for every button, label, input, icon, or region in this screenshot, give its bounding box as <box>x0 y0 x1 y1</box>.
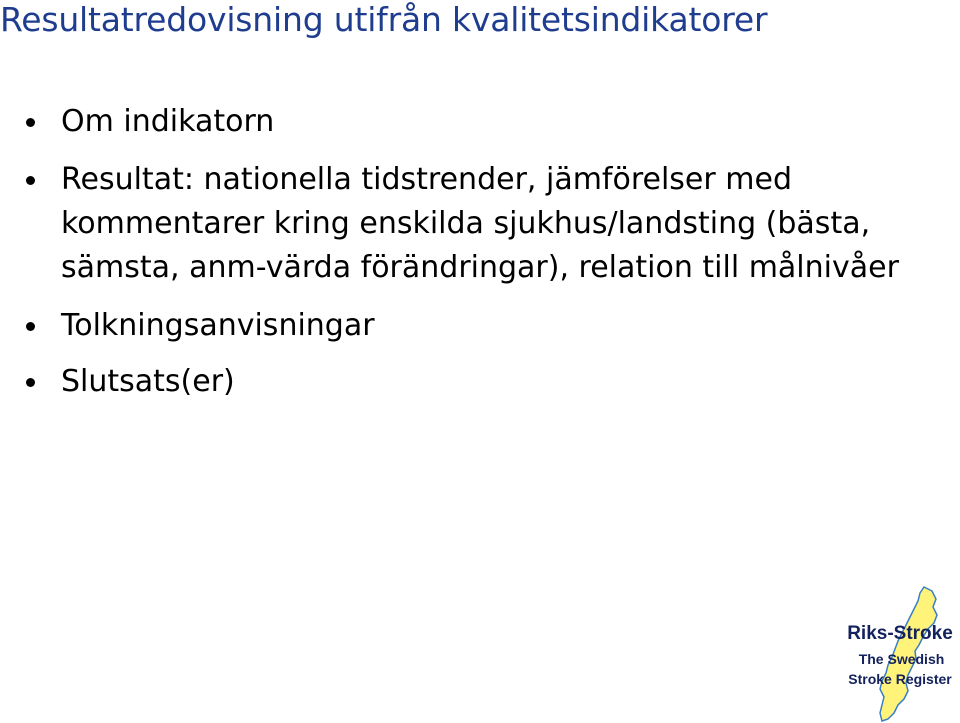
bullet-text: Resultat: nationella tidstrender, jämförelser med kommentarer kring enskilda sjukhus/landsting (bästa, sämsta, anm-värda förändringar), relation till målnivåer <box>61 162 899 285</box>
logo-subtitle-line1: The Swedish <box>858 651 945 667</box>
bullet-text: Om indikatorn <box>61 104 275 139</box>
bullet-item-conclusions <box>0 360 900 404</box>
bullet-list <box>0 100 900 404</box>
slide-title: Resultatredovisning utifrån kvalitetsindikatorer <box>0 0 768 39</box>
bullet-icon <box>26 118 35 127</box>
bullet-item-interpretation <box>0 304 900 348</box>
bullet-icon <box>26 378 35 387</box>
bullet-icon <box>26 176 35 185</box>
logo-subtitle-line2: Stroke Register <box>848 671 952 687</box>
bullet-text: Tolkningsanvisningar <box>61 308 375 343</box>
bullet-icon <box>26 322 35 331</box>
logo-name: Riks-Stroke <box>847 623 953 644</box>
riks-stroke-logo <box>840 585 960 723</box>
bullet-item-results <box>0 158 900 290</box>
bullet-item-indicator <box>0 100 900 144</box>
bullet-text: Slutsats(er) <box>61 364 235 399</box>
